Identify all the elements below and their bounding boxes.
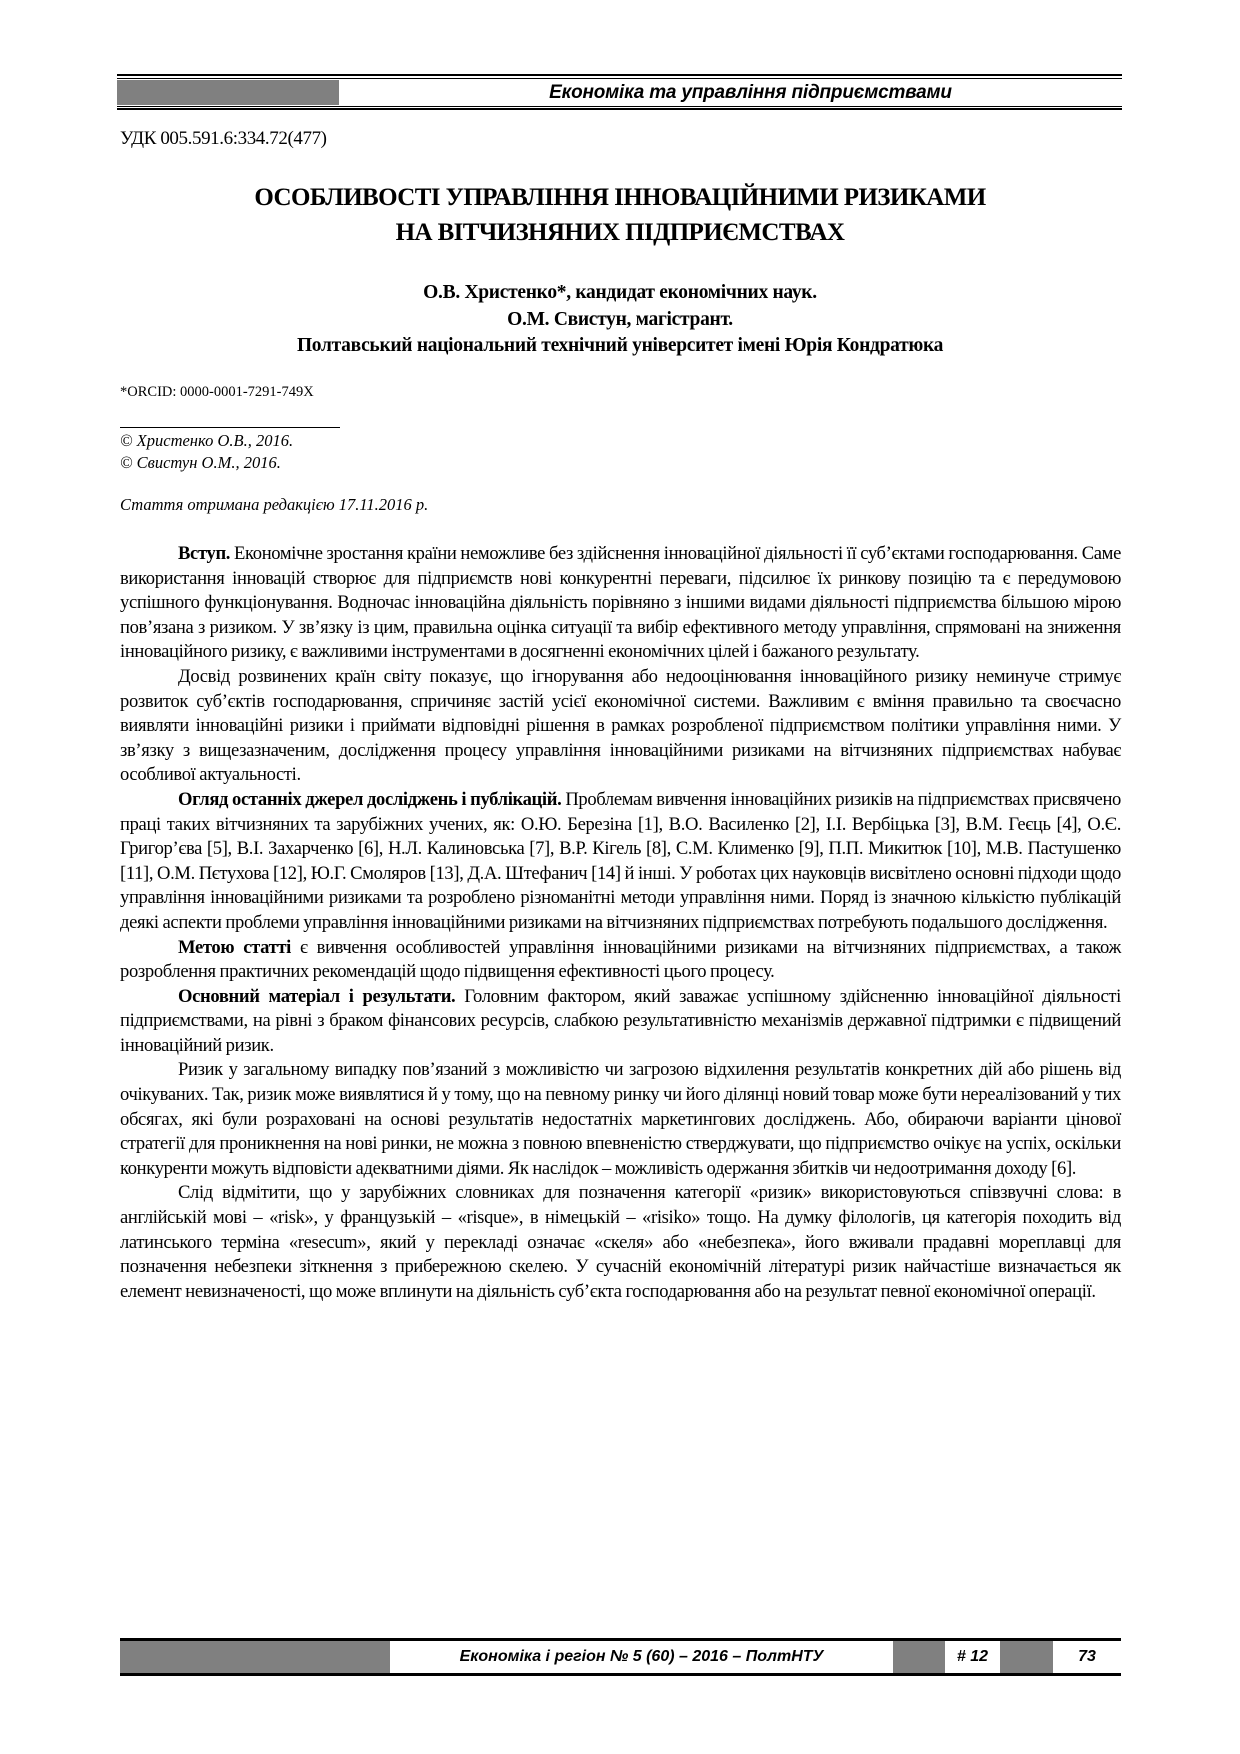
running-footer xyxy=(120,1638,1121,1676)
footer-gray-block-mid2 xyxy=(1000,1641,1053,1673)
header-rule-bottom-thin xyxy=(117,106,1122,107)
paragraph-aim xyxy=(120,936,1121,985)
footnote-separator xyxy=(120,427,340,428)
paragraph-text: Ризик у загальному випадку пов’язаний з можливістю чи загрозою відхилення результатів конкретних дій або рішень від очікуваних. Так, ризик може виявлятися й у тому, що на певному ринку чи його ділянці новий товар може бути нереалізований у тих обсягах, які були розраховані на основі результатів недостатніх маркетингових досліджень. Або, обираючи варіанти цінової стратегії для проникнення на нові ринки, не можна з повною впевненістю стверджувати, що підприємство очікує на успіх, оскільки конкуренти можуть відповісти адекватними діями. Як наслідок – можливість одержання збитків чи недоотримання доходу [6]. xyxy=(120,1059,1121,1179)
paragraph-text: Економічне зростання країни неможливе без здійснення інноваційної діяльності її суб’єктами господарювання. Саме використання інновацій створює для підприємств нові конкурентні переваги, підсилює їх ринкову позицію та є передумовою успішного функціонування. Водночас інноваційна діяльність порівняно з іншими видами діяльності підприємства більшою мірою пов’язана з ризиком. У зв’язку із цим, правильна оцінка ситуації та вибір ефективного методу управління, спрямовані на зниження інноваційного ризику, є важливими інструментами в досягненні економічних цілей і бажаного результату. xyxy=(120,543,1121,663)
paragraph-literature-review xyxy=(120,788,1121,936)
author-1: О.В. Христенко*, кандидат економічних наук. xyxy=(423,282,817,303)
paragraph-heading: Основний матеріал і результати. xyxy=(178,985,456,1007)
article-body xyxy=(120,542,1121,1304)
footer-gray-block-left xyxy=(120,1641,390,1673)
header-rule-top-thin xyxy=(117,78,1122,79)
paragraph xyxy=(120,665,1121,788)
journal-citation: Економіка і регіон № 5 (60) – 2016 – ПолтНТУ xyxy=(459,1648,824,1665)
paragraph-text: Досвід розвинених країн світу показує, що ігнорування або недооцінювання інноваційного ризику неминуче стримує розвиток суб’єктів господарювання, спричиняє застій усієї економічної системи. Важливим є вміння правильно та своєчасно виявляти інноваційні ризики і приймати відповідні рішення в рамках розробленої підприємством політики управління ними. У зв’язку з вищезазначеним, дослідження процесу управління інноваційними ризиками на вітчизняних підприємствах набуває особливої актуальності. xyxy=(120,665,1121,786)
copyright-1: © Христенко О.В., 2016. xyxy=(120,431,294,450)
section-title: Економіка та управління підприємствами xyxy=(549,82,952,103)
footer-gray-block-mid1 xyxy=(893,1641,945,1673)
issue-number: # 12 xyxy=(956,1648,989,1665)
paragraph-text: є вивчення особливостей управління інноваційними ризиками на вітчизняних підприємствах, а також розроблення практичних рекомендацій щодо підвищення ефективності цього процесу. xyxy=(120,936,1121,983)
authors-block xyxy=(120,280,1120,360)
header-rule-top xyxy=(117,74,1122,76)
paragraph-heading: Вступ. xyxy=(178,543,231,564)
paragraph-main-results xyxy=(120,985,1121,1059)
footer-rule-bottom xyxy=(120,1673,1121,1676)
article-title xyxy=(120,180,1120,250)
title-line-1: ОСОБЛИВОСТІ УПРАВЛІННЯ ІННОВАЦІЙНИМИ РИЗИКАМИ xyxy=(254,184,986,211)
header-gray-block xyxy=(117,80,339,105)
copyright-block xyxy=(120,430,293,474)
affiliation: Полтавський національний технічний університет імені Юрія Кондратюка xyxy=(296,335,944,356)
page-number: 73 xyxy=(1078,1648,1096,1665)
title-line-2: НА ВІТЧИЗНЯНИХ ПІДПРИЄМСТВАХ xyxy=(395,219,845,246)
paragraph-heading: Огляд останніх джерел досліджень і публікацій. xyxy=(178,788,562,810)
running-header xyxy=(117,74,1122,110)
author-2: О.М. Свистун, магістрант. xyxy=(507,308,733,330)
copyright-2: © Свистун О.М., 2016. xyxy=(120,453,281,472)
paragraph xyxy=(120,1181,1121,1304)
orcid-note: *ORCID: 0000-0001-7291-749X xyxy=(120,384,314,400)
paragraph-text: Слід відмітити, що у зарубіжних словниках для позначення категорії «ризик» використовуються співзвучні слова: в англійській мові – «risk», у французькій – «risque», в німецькій – «risiko» тощо. На думку філологів, ця категорія походить від латинського терміна «resecum», який у перекладі означає «скеля» або «небезпека», його вживали прадавні мореплавці для позначення небезпеки зіткнення з прибережною скелею. У сучасній економічній літературі ризик найчастіше визначається як елемент невизначеності, що може вплинути на діяльність суб’єкта господарювання або на результат певної економічної операції. xyxy=(120,1182,1121,1302)
header-rule-bottom xyxy=(117,108,1122,110)
paragraph-text: Проблемам вивчення інноваційних ризиків на підприємствах присвячено праці таких вітчизняних та зарубіжних учених, як: О.Ю. Березіна [1], В.О. Василенко [2], І.І. Вербіцька [3], В.М. Геєць [4], О.Є. Григор’єва [5], В.І. Захарченко [6], Н.Л. Калиновська [7], В.Р. Кігель [8], С.М. Клименко [9], П.П. Микитюк [10], М.В. Пастушенко [11], О.М. Пєтухова [12], Ю.Г. Смоляров [13], Д.А. Штефанич [14] й інші. У роботах цих науковців висвітлено основні підходи щодо управління інноваційними ризиками та розроблено різноманітні методи управління ними. Поряд із значною кількістю публікацій деякі аспекти проблеми управління інноваційними ризиками на вітчизняних підприємствах потребують подальшого дослідження. xyxy=(120,788,1121,933)
paragraph xyxy=(120,1058,1121,1181)
paragraph-heading: Метою статті xyxy=(178,936,291,958)
paragraph-text: Головним фактором, який заважає успішному здійсненню інноваційної діяльності підприємствами, на рівні з браком фінансових ресурсів, слабкою результативністю механізмів державної підтримки є підвищений інноваційний ризик. xyxy=(120,985,1121,1056)
received-date: Стаття отримана редакцією 17.11.2016 р. xyxy=(120,495,429,514)
udk-code: УДК 005.591.6:334.72(477) xyxy=(120,128,327,149)
paragraph-introduction xyxy=(120,542,1121,665)
